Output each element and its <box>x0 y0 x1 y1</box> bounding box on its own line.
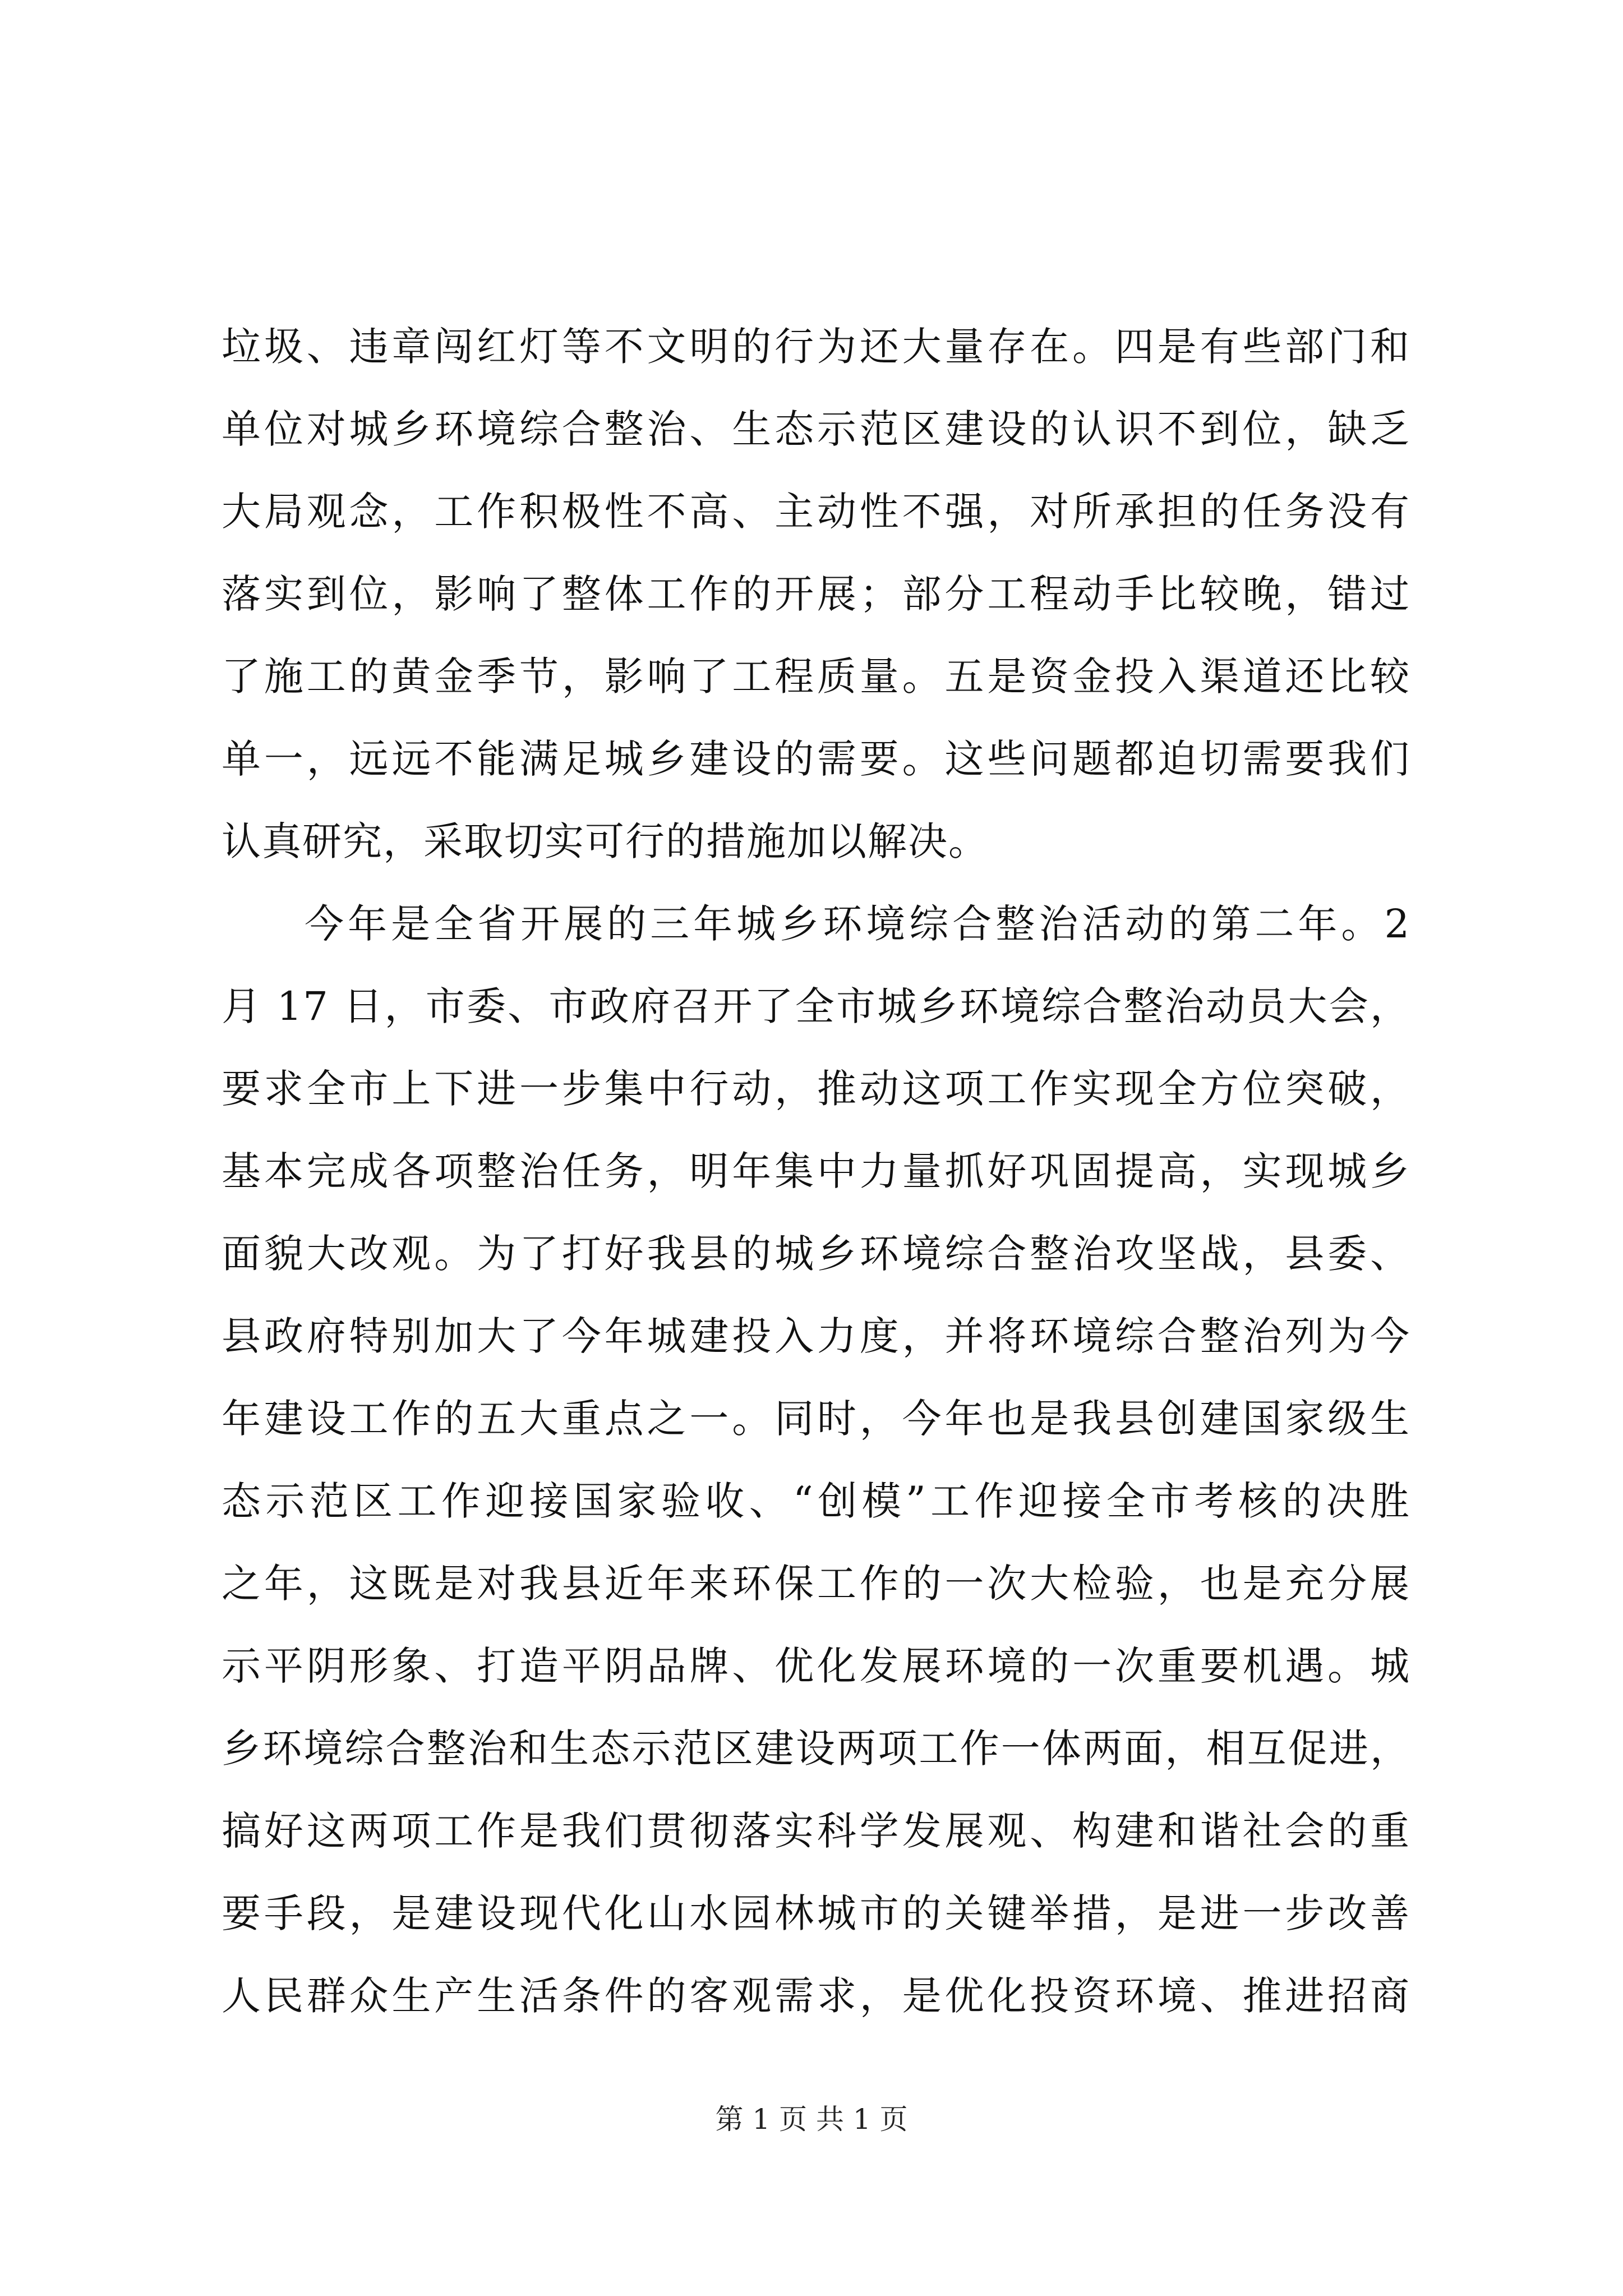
text-line: 今年是全省开展的三年城乡环境综合整治活动的第二年。2 <box>305 901 1410 947</box>
text-line: 落实到位，影响了整体工作的开展；部分工程动手比较晚，错过 <box>222 571 1410 617</box>
text-line: 要求全市上下进一步集中行动，推动这项工作实现全方位突破， <box>222 1066 1410 1112</box>
text-line: 态示范区工作迎接国家验收、“创模”工作迎接全市考核的决胜 <box>222 1478 1410 1524</box>
text-line: 垃圾、违章闯红灯等不文明的行为还大量存在。四是有些部门和 <box>222 324 1410 370</box>
text-line: 了施工的黄金季节，影响了工程质量。五是资金投入渠道还比较 <box>222 654 1410 700</box>
text-line: 示平阴形象、打造平阴品牌、优化发展环境的一次重要机遇。城 <box>222 1643 1410 1689</box>
text-line: 大局观念，工作积极性不高、主动性不强，对所承担的任务没有 <box>222 489 1410 535</box>
text-line: 基本完成各项整治任务，明年集中力量抓好巩固提高，实现城乡 <box>222 1148 1410 1194</box>
paragraph-2 <box>222 883 1410 2037</box>
text-line: 认真研究，采取切实可行的措施加以解决。 <box>222 818 989 864</box>
page-number-footer: 第 1 页 共 1 页 <box>715 2103 908 2136</box>
text-line: 单一，远远不能满足城乡建设的需要。这些问题都迫切需要我们 <box>222 736 1410 782</box>
text-line: 单位对城乡环境综合整治、生态示范区建设的认识不到位，缺乏 <box>222 406 1410 452</box>
text-line: 乡环境综合整治和生态示范区建设两项工作一体两面，相互促进， <box>222 1726 1410 1772</box>
body-text <box>222 306 1410 2037</box>
text-line: 月 17 日，市委、市政府召开了全市城乡环境综合整治动员大会， <box>222 983 1410 1029</box>
text-line: 搞好这两项工作是我们贯彻落实科学发展观、构建和谐社会的重 <box>222 1808 1410 1854</box>
paragraph-1 <box>222 306 1410 883</box>
text-line: 之年，这既是对我县近年来环保工作的一次大检验，也是充分展 <box>222 1561 1410 1607</box>
text-line: 县政府特别加大了今年城建投入力度，并将环境综合整治列为今 <box>222 1313 1410 1359</box>
text-line: 年建设工作的五大重点之一。同时，今年也是我县创建国家级生 <box>222 1396 1410 1442</box>
text-line: 面貌大改观。为了打好我县的城乡环境综合整治攻坚战，县委、 <box>222 1231 1410 1277</box>
text-line: 要手段，是建设现代化山水园林城市的关键举措，是进一步改善 <box>222 1890 1410 1936</box>
text-line: 人民群众生产生活条件的客观需求，是优化投资环境、推进招商 <box>222 1973 1410 2019</box>
